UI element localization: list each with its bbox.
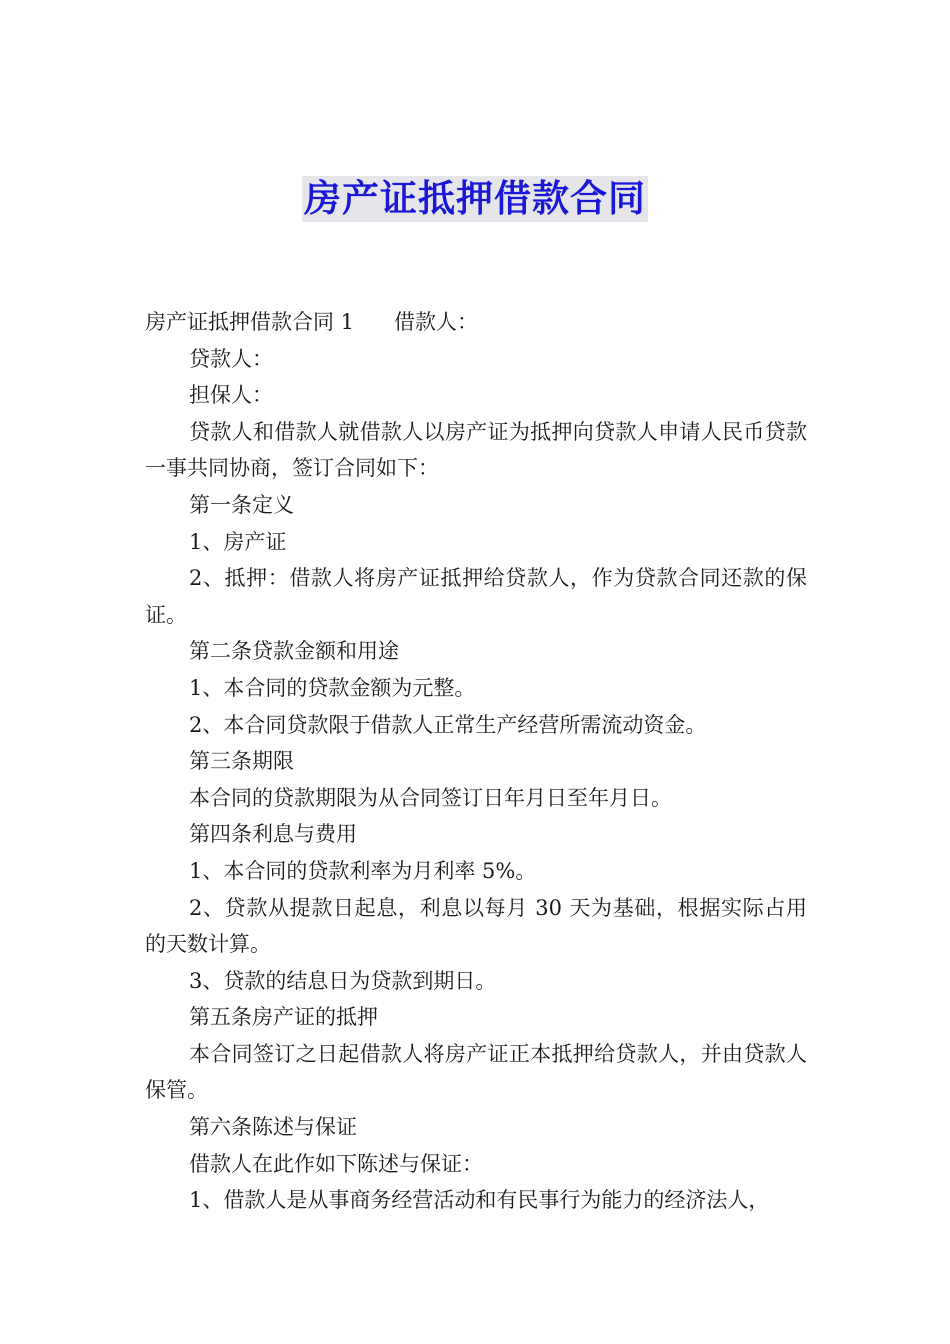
paragraph: 1、本合同的贷款金额为元整。 — [189, 675, 476, 700]
document-title: 房产证抵押借款合同 — [304, 177, 646, 220]
paragraph: 2、抵押：借款人将房产证抵押给贷款人，作为贷款合同还款的保证。 — [145, 566, 807, 627]
intro-borrower: 借款人： — [394, 310, 479, 334]
intro-heading: 房产证抵押借款合同 1 — [145, 310, 355, 334]
paragraph: 担保人： — [189, 383, 273, 408]
paragraph: 借款人在此作如下陈述与保证： — [189, 1151, 483, 1176]
section-heading: 第二条贷款金额和用途 — [189, 639, 399, 664]
intro-line — [145, 304, 807, 341]
section-heading: 第三条期限 — [189, 749, 294, 774]
section-heading: 第五条房产证的抵押 — [189, 1005, 378, 1030]
paragraph: 本合同签订之日起借款人将房产证正本抵押给贷款人，并由贷款人保管。 — [145, 1041, 807, 1103]
title-container — [0, 176, 950, 222]
section-heading: 第四条利息与费用 — [189, 822, 357, 847]
paragraph: 1、房产证 — [189, 529, 287, 554]
paragraph: 2、本合同贷款限于借款人正常生产经营所需流动资金。 — [189, 712, 707, 737]
section-heading: 第一条定义 — [189, 492, 294, 517]
paragraph: 1、借款人是从事商务经营活动和有民事行为能力的经济法人， — [189, 1188, 770, 1213]
paragraph: 2、贷款从提款日起息，利息以每月 30 天为基础，根据实际占用的天数计算。 — [145, 895, 807, 957]
paragraph: 本合同的贷款期限为从合同签订日年月日至年月日。 — [189, 785, 672, 810]
paragraph: 贷款人： — [189, 346, 273, 371]
section-heading: 第六条陈述与保证 — [189, 1115, 357, 1140]
paragraph: 贷款人和借款人就借款人以房产证为抵押向贷款人申请人民币贷款一事共同协商，签订合同如下： — [145, 419, 807, 481]
paragraph: 1、本合同的贷款利率为月利率 5%。 — [189, 858, 537, 883]
paragraph: 3、贷款的结息日为贷款到期日。 — [189, 968, 497, 993]
document-body — [145, 304, 807, 1219]
